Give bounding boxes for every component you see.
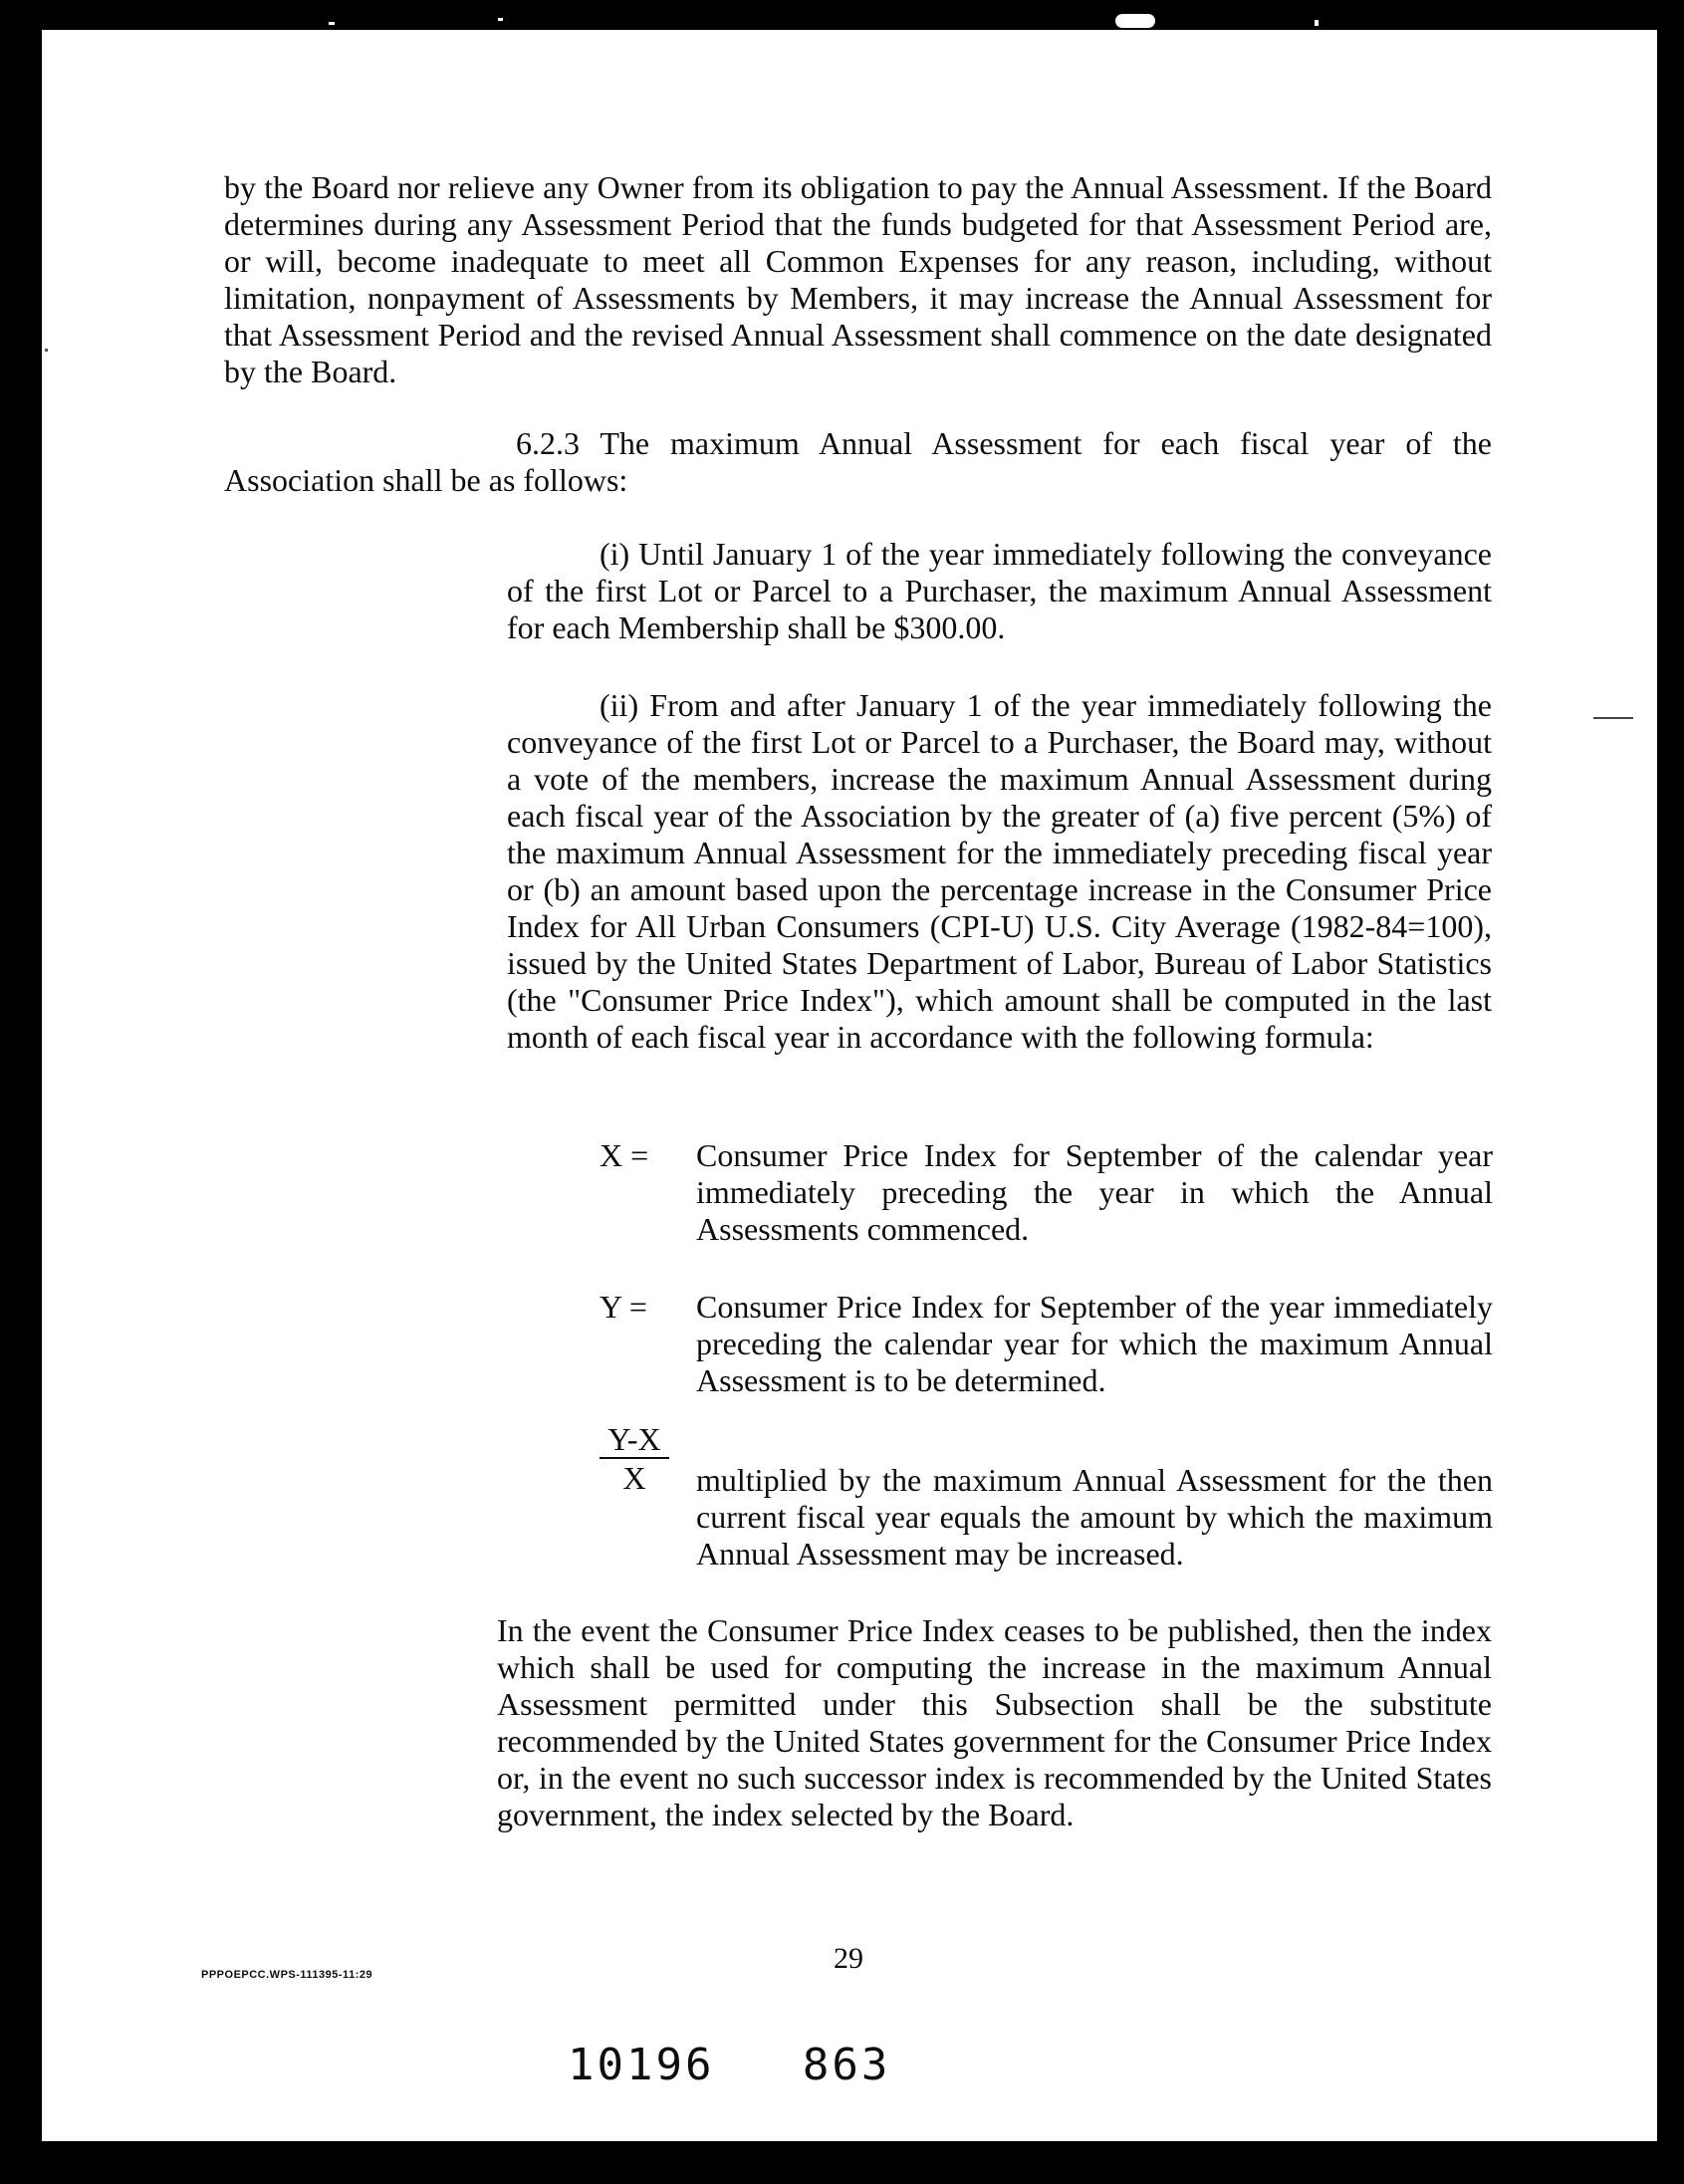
formula-y-label: Y =	[600, 1289, 647, 1325]
footer-file-code: PPPOEPCC.WPS-111395-11:29	[201, 1969, 373, 1981]
scan-artifact	[1315, 20, 1319, 26]
clause-i: (i) Until January 1 of the year immediately following the conveyance of the first Lot or Parcel to a Purchaser, the maximum Annual Assessment for each Membership shall be $300.00.	[507, 536, 1492, 645]
document-page	[42, 30, 1657, 2141]
intro-paragraph: by the Board nor relieve any Owner from its obligation to pay the Annual Assessment. If the Board determines during any Assessment Period that the funds budgeted for that Assessment Period are, or will, become inadequate to meet all Common Expenses for any reason, including, without limitation, nonpayment of Assessments by Members, it may increase the Annual Assessment for that Assessment Period and the revised Annual Assessment shall commence on the date designated by the Board.	[224, 169, 1492, 389]
document-number: 10196 863	[568, 2040, 891, 2090]
scan-artifact	[1593, 717, 1633, 719]
scan-artifact	[1115, 14, 1155, 28]
clause-ii: (ii) From and after January 1 of the year immediately following the conveyance of the first Lot or Parcel to a Purchaser, the Board may, without a vote of the members, increase the maximum Annual Assessment during each fiscal year of the Association by the greater of (a) five percent (5%) of the maximum Annual Assessment for the immediately preceding fiscal year or (b) an amount based upon the percentage increase in the Consumer Price Index for All Urban Consumers (CPI-U) U.S. City Average (1982-84=100), issued by the United States Department of Labor, Bureau of Labor Statistics (the "Consumer Price Index"), which amount shall be computed in the last month of each fiscal year in accordance with the following formula:	[507, 687, 1492, 1055]
scan-artifact	[498, 18, 503, 21]
fraction-denominator: X	[622, 1460, 646, 1496]
page-number: 29	[834, 1942, 863, 1975]
scan-artifact	[45, 349, 48, 352]
formula-y-definition: Consumer Price Index for September of the year immediately preceding the calendar year for which the maximum Annual Assessment is to be determined.	[696, 1289, 1493, 1398]
formula-fraction	[600, 1422, 669, 1495]
formula-fraction-definition: multiplied by the maximum Annual Assessment for the then current fiscal year equals the amount by which the maximum Annual Assessment may be increased.	[696, 1462, 1493, 1572]
fraction-numerator: Y-X	[600, 1422, 669, 1459]
formula-x-definition: Consumer Price Index for September of the calendar year immediately preceding the year in which the Annual Assessments commenced.	[696, 1137, 1493, 1247]
closing-paragraph: In the event the Consumer Price Index ceases to be published, then the index which shall be used for computing the increase in the maximum Annual Assessment permitted under this Subsection shall be the substitute recommended by the United States government for the Consumer Price Index or, in the event no such successor index is recommended by the United States government, the index selected by the Board.	[497, 1612, 1492, 1832]
formula-x-label: X =	[600, 1137, 649, 1173]
section-6-2-3-heading: 6.2.3 The maximum Annual Assessment for each fiscal year of the Association shall be as follows:	[224, 425, 1492, 498]
scan-artifact	[329, 22, 335, 25]
